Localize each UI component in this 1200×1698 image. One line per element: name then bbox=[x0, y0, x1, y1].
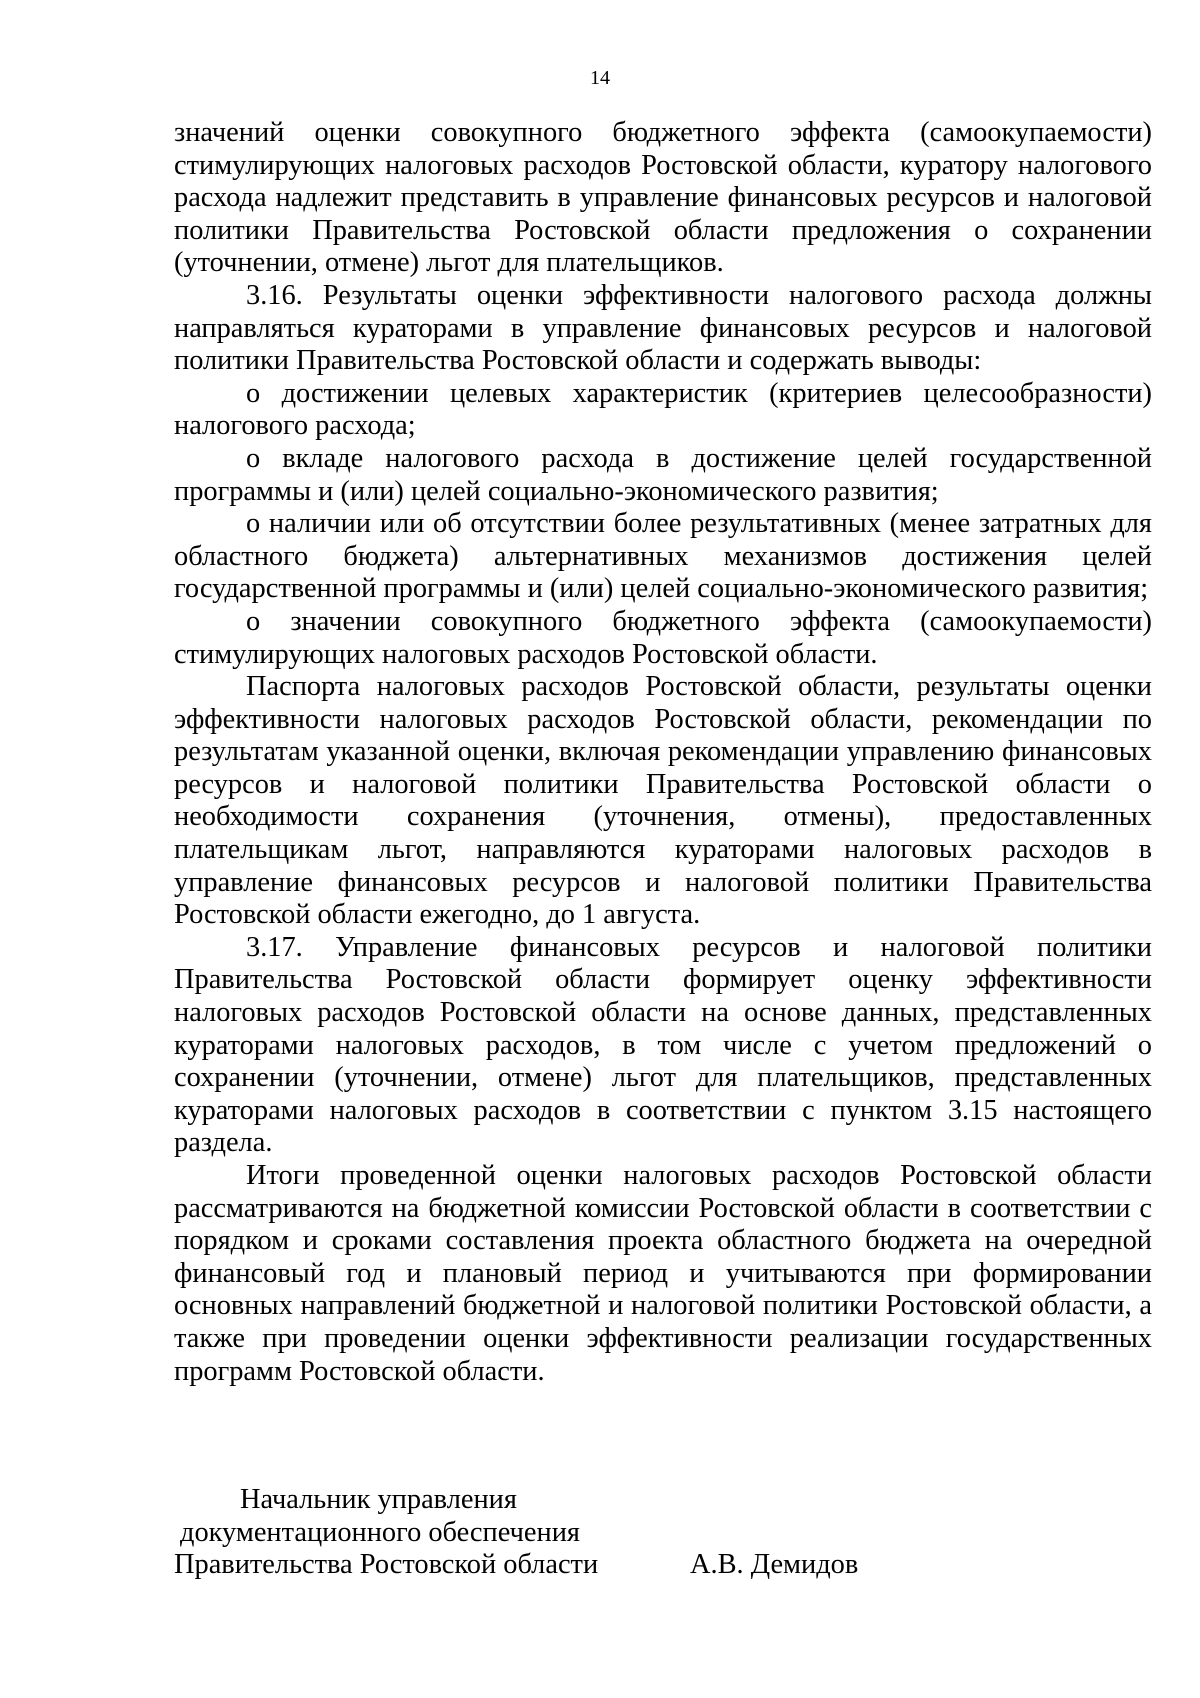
paragraph-conclusion-alternatives: о наличии или об отсутствии более результативных (менее затратных для областного бюджета) альтернативных механизмов достижения целей государственной программы и (или) целей социально-экономического развития; bbox=[174, 508, 1152, 605]
document-body bbox=[174, 117, 1152, 1388]
paragraph-results: Итоги проведенной оценки налоговых расходов Ростовской области рассматриваются на бюджетной комиссии Ростовской области в соответствии с порядком и сроками составления проекта областного бюджета на очередной финансовый год и плановый период и учитываются при формировании основных направлений бюджетной и налоговой политики Ростовской области, а также при проведении оценки эффективности реализации государственных программ Ростовской области. bbox=[174, 1160, 1152, 1387]
paragraph-continuation: значений оценки совокупного бюджетного эффекта (самоокупаемости) стимулирующих налоговых расходов Ростовской области, куратору налогового расхода надлежит представить в управление финансовых ресурсов и налоговой политики Правительства Ростовской области предложения о сохранении (уточнении, отмене) льгот для плательщиков. bbox=[174, 117, 1152, 279]
signatory-title-line-2: документационного обеспечения bbox=[180, 1516, 580, 1548]
paragraph-conclusion-targets: о достижении целевых характеристик (критериев целесообразности) налогового расхода; bbox=[174, 377, 1152, 442]
signatory-name: А.В. Демидов bbox=[690, 1549, 859, 1581]
paragraph-3-16: 3.16. Результаты оценки эффективности налогового расхода должны направляться кураторами в управление финансовых ресурсов и налоговой политики Правительства Ростовской области и содержать выводы: bbox=[174, 279, 1152, 377]
signatory-title-line-1: Начальник управления bbox=[240, 1484, 517, 1515]
page-number: 14 bbox=[590, 67, 610, 89]
paragraph-conclusion-contribution: о вкладе налогового расхода в достижение целей государственной программы и (или) целей социально-экономического развития; bbox=[174, 442, 1152, 507]
paragraph-conclusion-budget-effect: о значении совокупного бюджетного эффекта (самоокупаемости) стимулирующих налоговых расходов Ростовской области. bbox=[174, 605, 1152, 670]
paragraph-passports: Паспорта налоговых расходов Ростовской области, результаты оценки эффективности налоговых расходов Ростовской области, рекомендации по результатам указанной оценки, включая рекомендации управлению финансовых ресурсов и налоговой политики Правительства Ростовской области о необходимости сохранения (уточнения, отмены), предоставленных плательщикам льгот, направляются кураторами налоговых расходов в управление финансовых ресурсов и налоговой политики Правительства Ростовской области ежегодно, до 1 августа. bbox=[174, 671, 1152, 931]
paragraph-3-17: 3.17. Управление финансовых ресурсов и налоговой политики Правительства Ростовской области формирует оценку эффективности налоговых расходов Ростовской области на основе данных, представленных кураторами налоговых расходов, в том числе с учетом предложений о сохранении (уточнении, отмене) льгот для плательщиков, представленных кураторами налоговых расходов в соответствии с пунктом 3.15 настоящего раздела. bbox=[174, 931, 1152, 1159]
signatory-title-line-3: Правительства Ростовской области bbox=[174, 1549, 599, 1581]
